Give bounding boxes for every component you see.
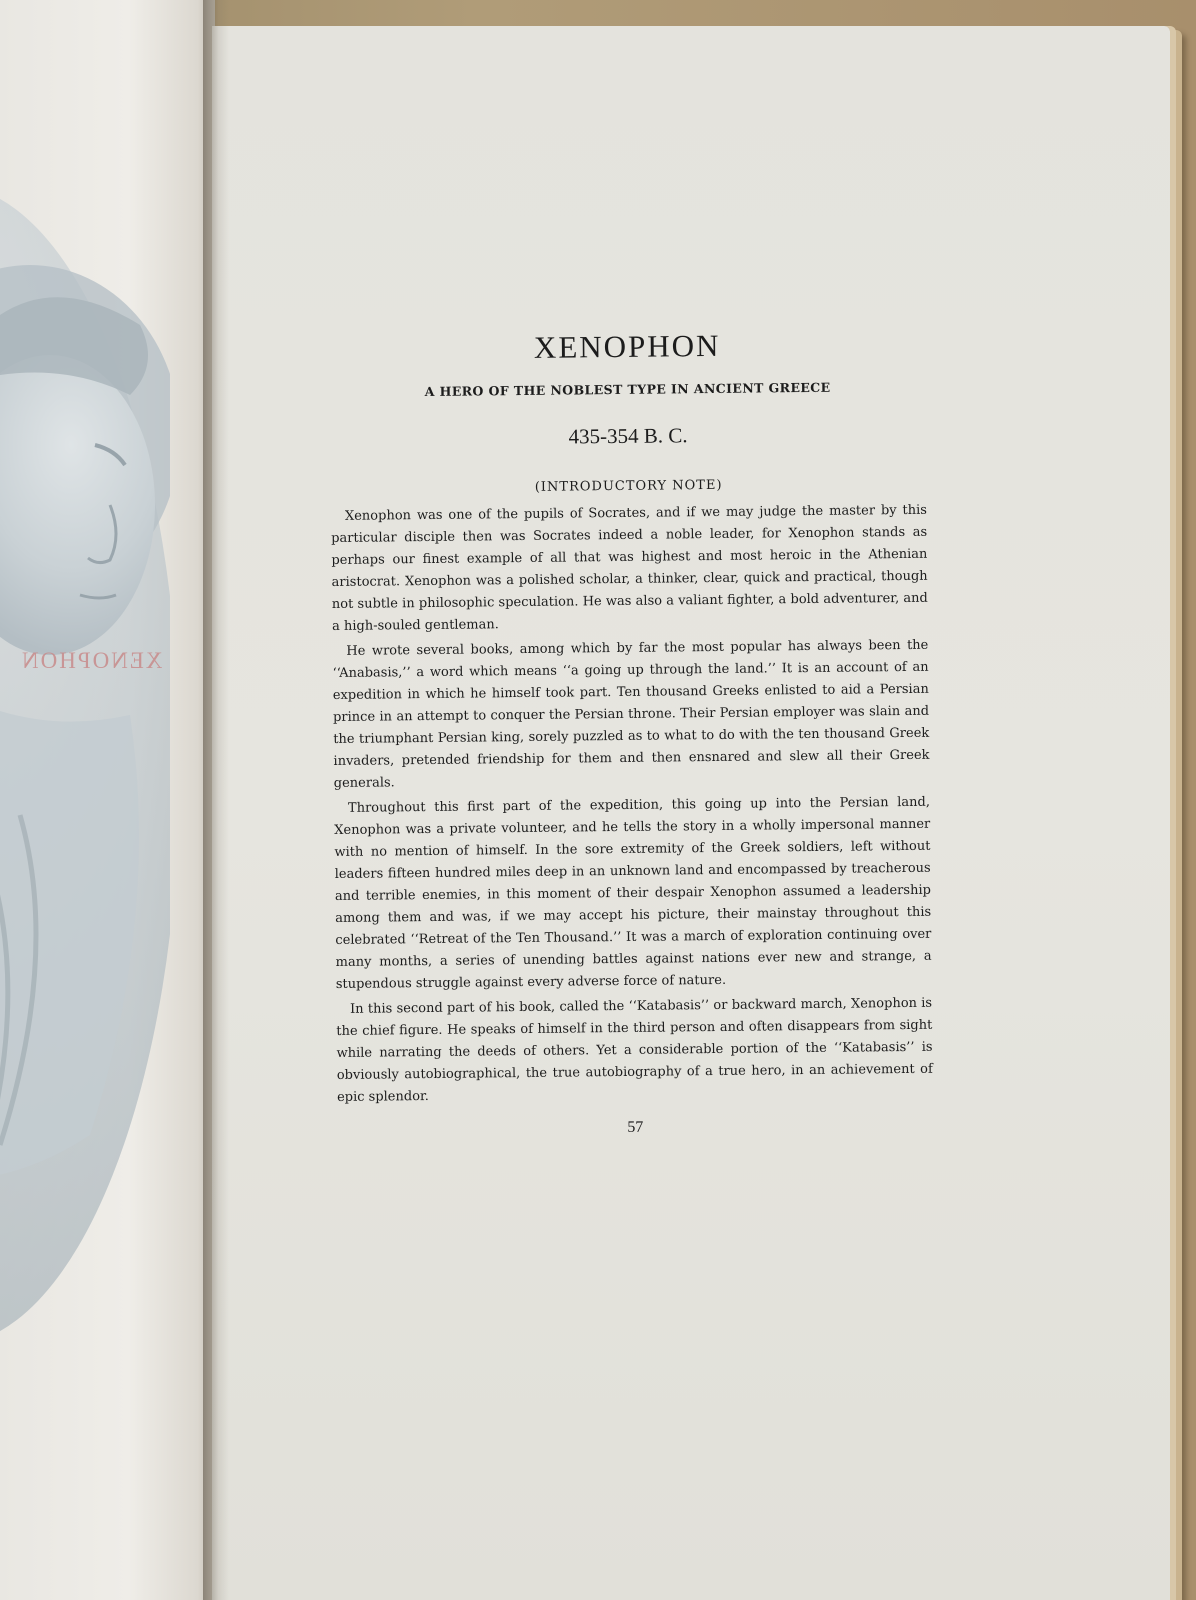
paragraph-4: In this second part of his book, called the ‘‘Katabasis’’ or backward march, Xenophon is the chief figure. He speaks of himself in the third person and often disappears from sight while narrating the deeds of others. Yet a considerable portion of the ‘‘Katabasis’’ is obviously autobiographical, the true autobiography of a true hero, in an achievement of epic splendor.: [336, 995, 933, 1105]
paragraph-2: He wrote several books, among which by far the most popular has always been the ‘‘Anabasis,’’ a word which means ‘‘a going up through the land.’’ It is an account of an expedition in which he himself took part. Ten thousand Greeks enlisted to aid a Persian prince in an attempt to conquer the Persian throne. Their Persian employer was slain and the triumphant Persian king, sorely puzzled as to what to do with the ten thousand Greek invaders, pretended friendship for them and then ensnared and slew all their Greek generals.: [332, 637, 930, 791]
page-title: XENOPHON: [533, 327, 721, 365]
portrait-caption: XENOPHON: [20, 648, 163, 673]
paragraph-1: Xenophon was one of the pupils of Socrates, and if we may judge the master by this particular disciple then was Socrates indeed a noble leader, for Xenophon stands as perhaps our finest example of all that was highest and most heroic in the Athenian aristocrat. Xenophon was a polished scholar, a thinker, clear, quick and practical, though not subtle in philosophic speculation. He was also a valiant fighter, a bold adventurer, and a high-souled gentleman.: [331, 502, 928, 634]
page-number: 57: [627, 1118, 644, 1136]
left-facing-page: [0, 0, 215, 1600]
page-subtitle: A HERO OF THE NOBLEST TYPE IN ANCIENT GREECE: [424, 379, 831, 400]
book-gutter-shadow: [203, 0, 229, 1600]
introductory-note-heading: (INTRODUCTORY NOTE): [534, 477, 723, 495]
faded-portrait-image: [0, 175, 170, 1355]
page-text-block: [329, 324, 933, 1143]
date-range: 435-354 B. C.: [568, 423, 688, 449]
paragraph-3: Throughout this first part of the expedition, this going up into the Persian land, Xenophon was a private volunteer, and he tells the story in a wholly impersonal manner with no mention of himself. In the sore extremity of the Greek soldiers, left without leaders fifteen hundred miles deep in an unknown land and encompassed by treacherous and terrible enemies, in this moment of their despair Xenophon assumed a leadership among them and was, if we may accept his picture, their mainstay throughout this celebrated ‘‘Retreat of the Ten Thousand.’’ It was a march of exploration continuing over many months, a series of unending battles against nations ever new and strange, a stupendous struggle against every adverse force of nature.: [334, 794, 932, 992]
